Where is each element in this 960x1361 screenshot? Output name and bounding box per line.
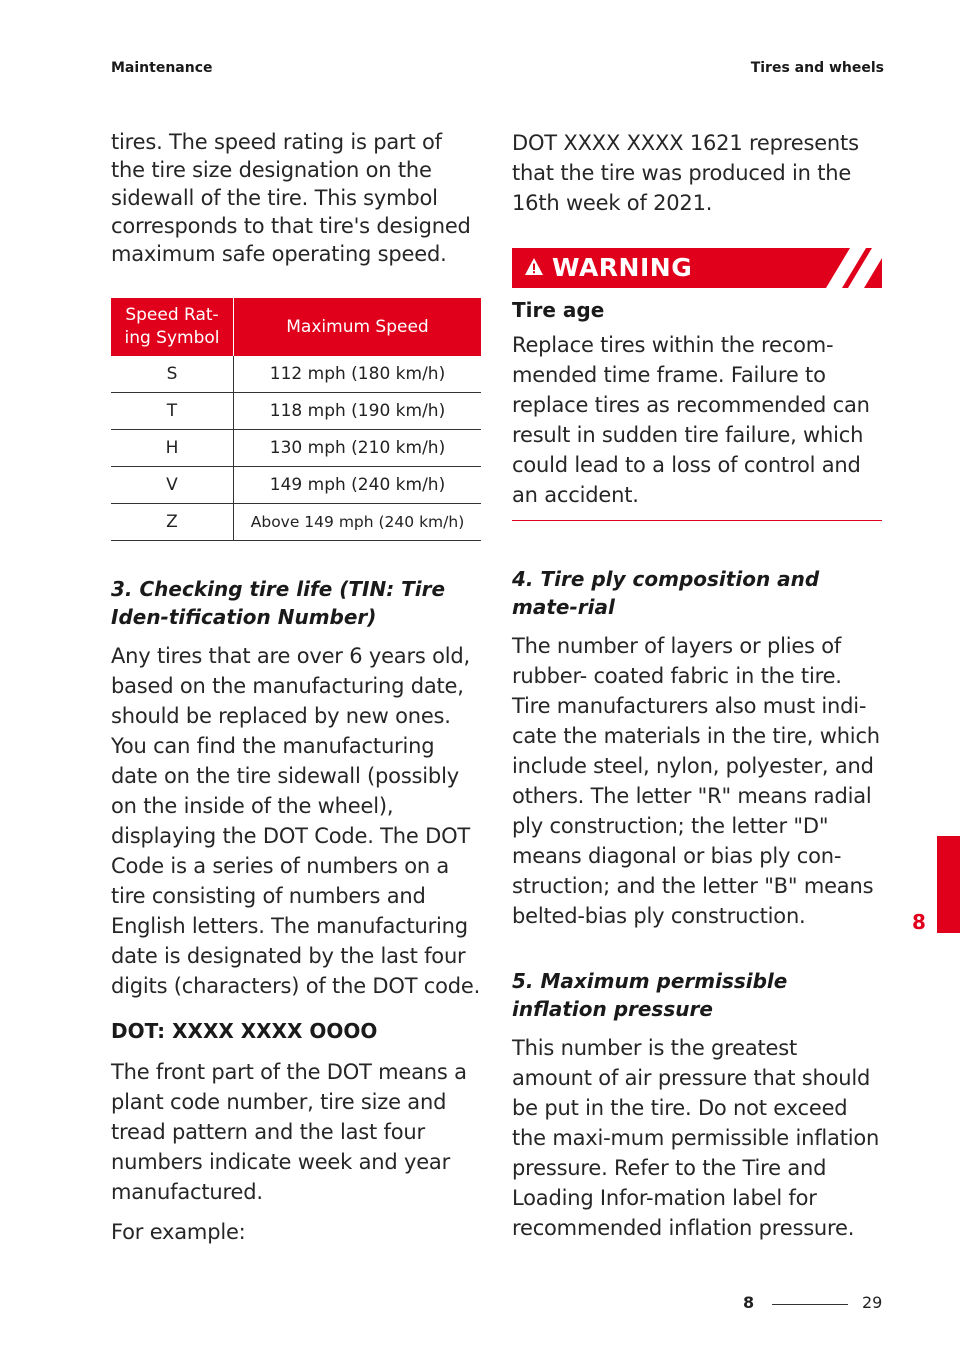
intro-paragraph: tires. The speed rating is part of the tire size designation on the sidewall of the tire. This symbol corresponds to that tire's designed maximum safe operating speed. bbox=[111, 130, 471, 266]
section-3-body: Any tires that are over 6 years old, based on the manufacturing date, should be replaced by new ones. You can find the manufacturing date on the tire sidewall (possibly on the inside of the wheel), displaying the DOT Code. The DOT Code is a series of numbers on a tire consisting of numbers and English letters. The manufacturing date is designated by the last four digits (characters) of the DOT code. bbox=[111, 644, 481, 998]
example-label: For example: bbox=[111, 1220, 246, 1244]
header-topic: Tires and wheels bbox=[750, 60, 884, 76]
table-row bbox=[111, 393, 481, 430]
table-row bbox=[111, 467, 481, 504]
dot-code: DOT: XXXX XXXX OOOO bbox=[111, 1019, 378, 1043]
section-5-title: 5. Maximum permissible inflation pressure bbox=[512, 969, 788, 1021]
footer-divider bbox=[772, 1304, 848, 1305]
header-section: Maintenance bbox=[111, 60, 213, 76]
warning-divider bbox=[512, 520, 882, 521]
footer-chapter: 8 bbox=[743, 1293, 755, 1312]
table-cell-symbol: T bbox=[111, 393, 234, 430]
table-cell-symbol: H bbox=[111, 430, 234, 467]
table-cell-speed: 118 mph (190 km/h) bbox=[234, 393, 482, 430]
speed-rating-table bbox=[111, 298, 481, 541]
chapter-tab bbox=[937, 836, 960, 933]
table-cell-speed: 149 mph (240 km/h) bbox=[234, 467, 482, 504]
table-cell-symbol: S bbox=[111, 356, 234, 393]
left-column bbox=[111, 128, 481, 1257]
table-cell-speed: 112 mph (180 km/h) bbox=[234, 356, 482, 393]
warning-banner bbox=[512, 248, 882, 288]
warning-title: Tire age bbox=[512, 298, 605, 322]
table-row bbox=[111, 504, 481, 541]
section-5-body: This number is the greatest amount of air pressure that should be put in the tire. Do not exceed the maxi-mum permissible inflation pressure. Refer to the Tire and Loading Infor-mation label for recommended inflation pressure. bbox=[512, 1036, 880, 1240]
table-cell-symbol: Z bbox=[111, 504, 234, 541]
footer-page-number: 29 bbox=[862, 1293, 883, 1312]
example-text: DOT XXXX XXXX 1621 represents that the tire was produced in the 16th week of 2021. bbox=[512, 131, 859, 215]
section-4-title: 4. Tire ply composition and mate-rial bbox=[512, 567, 820, 619]
warning-body: Replace tires within the recom-mended time frame. Failure to replace tires as recommended can result in sudden tire failure, which could lead to a loss of control and an accident. bbox=[512, 333, 870, 507]
right-column bbox=[512, 128, 882, 1253]
table-header-speed: Maximum Speed bbox=[234, 298, 482, 356]
section-3-title: 3. Checking tire life (TIN: Tire Iden-tification Number) bbox=[111, 577, 446, 629]
section-4-body: The number of layers or plies of rubber- coated fabric in the tire. Tire manufacturers also must indi-cate the materials in the tire, which include steel, nylon, polyester, and others. The letter "R" means radial ply construction; the letter "D" means diagonal or bias ply con-struction; and the letter "B" means belted-bias ply construction. bbox=[512, 634, 880, 928]
warning-label: WARNING bbox=[552, 253, 693, 282]
table-header-symbol: Speed Rat- ing Symbol bbox=[111, 298, 234, 356]
table-cell-speed: Above 149 mph (240 km/h) bbox=[234, 504, 482, 541]
warning-stripes-icon bbox=[812, 248, 882, 288]
warning-triangle-icon bbox=[524, 257, 544, 277]
dot-explanation: The front part of the DOT means a plant code number, tire size and tread pattern and the last four numbers indicate week and year manufactured. bbox=[111, 1060, 467, 1204]
table-cell-speed: 130 mph (210 km/h) bbox=[234, 430, 482, 467]
table-cell-symbol: V bbox=[111, 467, 234, 504]
table-row bbox=[111, 356, 481, 393]
chapter-tab-number: 8 bbox=[912, 910, 926, 934]
table-header-row bbox=[111, 298, 481, 356]
table-row bbox=[111, 430, 481, 467]
